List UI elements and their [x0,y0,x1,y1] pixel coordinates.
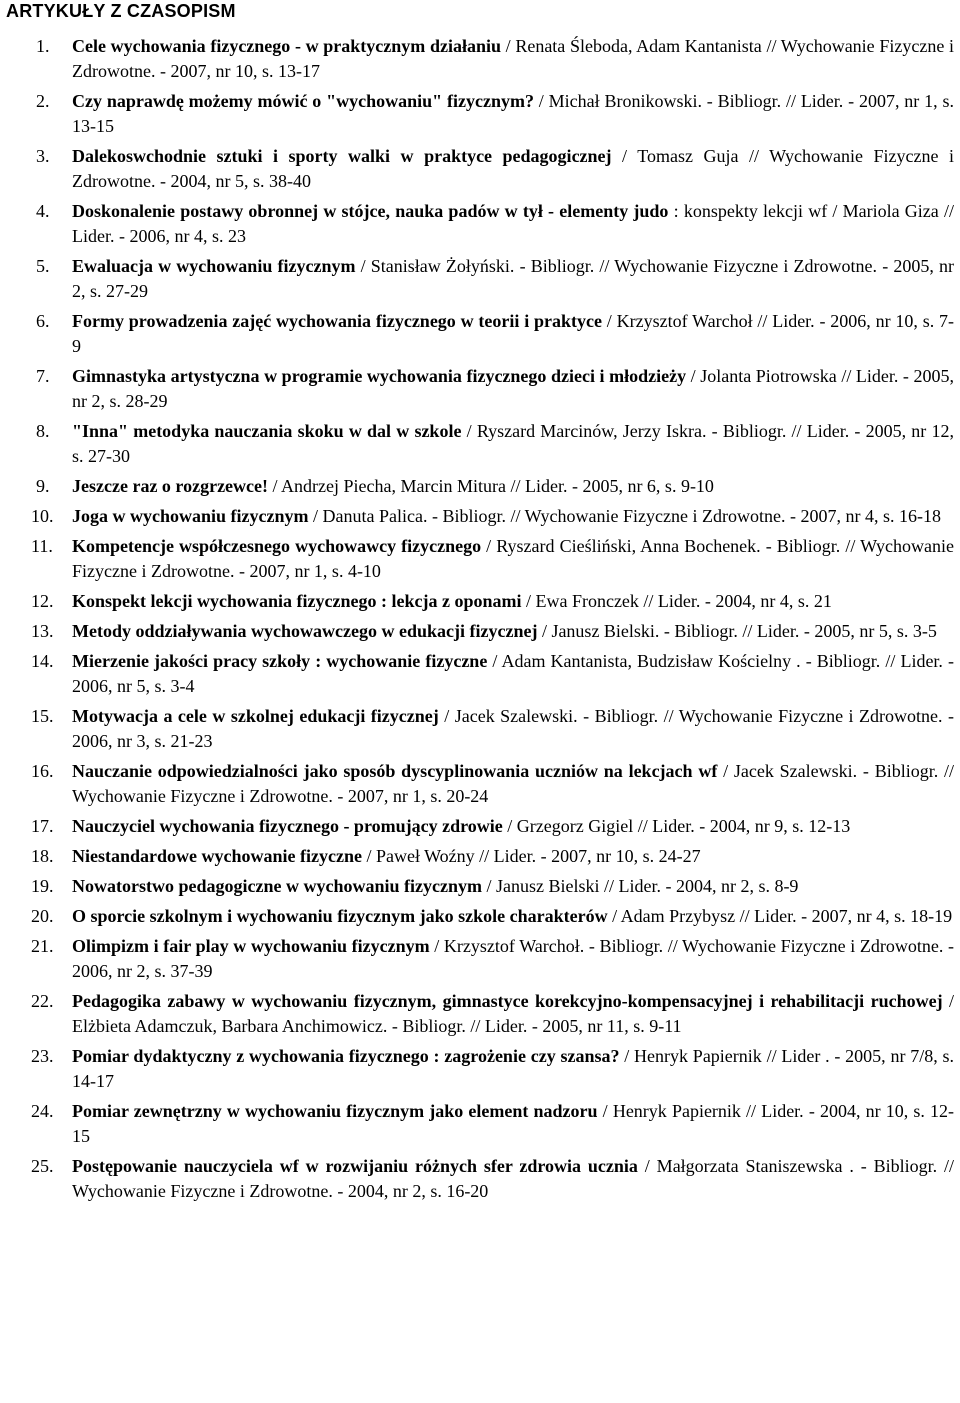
bibliography-entry [6,589,954,614]
entry-title: Mierzenie jakości pracy szkoły : wychowanie fizyczne [72,651,488,671]
bibliography-entry [6,144,954,194]
entry-number: 1. [36,36,50,56]
entry-number: 5. [36,256,50,276]
entry-citation: / Elżbieta Adamczuk, Barbara Anchimowicz. - Bibliogr. // Lider. - 2005, nr 11, s. 9-11 [72,991,954,1036]
bibliography-entry [6,934,954,984]
entry-citation: / Ewa Fronczek // Lider. - 2004, nr 4, s. 21 [521,591,832,611]
entry-citation: / Janusz Bielski // Lider. - 2004, nr 2, s. 8-9 [481,876,799,896]
entry-number: 25. [31,1156,54,1176]
entry-title: Pomiar zewnętrzny w wychowaniu fizycznym jako element nadzoru [72,1101,598,1121]
entry-number: 14. [31,651,54,671]
entry-citation: / Jacek Szalewski. - Bibliogr. // Wychowanie Fizyczne i Zdrowotne. - 2007, nr 1, s. 20-24 [72,761,955,806]
bibliography-entry [6,844,954,869]
bibliography-entry [6,649,954,699]
entry-title: Olimpizm i fair play w wychowaniu fizycznym [72,936,430,956]
entry-title: Cele wychowania fizycznego - w praktycznym działaniu [72,36,501,56]
entry-citation: / Jolanta Piotrowska // Lider. - 2005, nr 2, s. 28-29 [72,366,954,411]
entry-title: Czy naprawdę możemy mówić o "wychowaniu" fizycznym? [72,91,534,111]
entry-title: Joga w wychowaniu fizycznym [72,506,309,526]
bibliography-entry [6,199,954,249]
bibliography-entry [6,504,954,529]
entry-citation: / Janusz Bielski. - Bibliogr. // Lider. - 2005, nr 5, s. 3-5 [537,621,937,641]
entry-number: 21. [31,936,54,956]
entry-number: 15. [31,706,54,726]
entry-title: Motywacja a cele w szkolnej edukacji fizycznej [72,706,439,726]
entry-citation: / Stanisław Żołyński. - Bibliogr. // Wychowanie Fizyczne i Zdrowotne. - 2005, nr 2, s. 27-29 [72,256,954,301]
bibliography-entry [6,309,954,359]
bibliography-entry [6,474,954,499]
entry-title: O sporcie szkolnym i wychowaniu fizycznym jako szkole charakterów [72,906,608,926]
entry-title: Ewaluacja w wychowaniu fizycznym [72,256,356,276]
bibliography-entry [6,364,954,414]
bibliography-entry [6,419,954,469]
bibliography-entry [6,89,954,139]
entry-citation: / Danuta Palica. - Bibliogr. // Wychowanie Fizyczne i Zdrowotne. - 2007, nr 4, s. 16-18 [308,506,941,526]
entry-title: Formy prowadzenia zajęć wychowania fizycznego w teorii i praktyce [72,311,602,331]
bibliography-entry [6,254,954,304]
entry-title: Kompetencje współczesnego wychowawcy fizycznego [72,536,482,556]
entry-citation: / Ryszard Cieśliński, Anna Bochenek. - Bibliogr. // Wychowanie Fizyczne i Zdrowotne. - 2007, nr 1, s. 4-10 [72,536,954,581]
entry-number: 7. [36,366,50,386]
entry-citation: / Jacek Szalewski. - Bibliogr. // Wychowanie Fizyczne i Zdrowotne. - 2006, nr 3, s. 21-23 [72,706,954,751]
entry-number: 3. [36,146,50,166]
entry-citation: / Krzysztof Warchoł // Lider. - 2006, nr 10, s. 7-9 [72,311,955,356]
entry-citation: / Paweł Woźny // Lider. - 2007, nr 10, s. 24-27 [361,846,701,866]
entry-title: Gimnastyka artystyczna w programie wychowania fizycznego dzieci i młodzieży [72,366,687,386]
entry-title: Doskonalenie postawy obronnej w stójce, nauka padów w tył - elementy judo [72,201,669,221]
bibliography-entry [6,534,954,584]
entry-citation: / Tomasz Guja // Wychowanie Fizyczne i Zdrowotne. - 2004, nr 5, s. 38-40 [72,146,954,191]
entry-title: Pomiar dydaktyczny z wychowania fizycznego : zagrożenie czy szansa? [72,1046,620,1066]
entry-citation: / Grzegorz Gigiel // Lider. - 2004, nr 9, s. 12-13 [502,816,851,836]
entry-title: Nauczanie odpowiedzialności jako sposób dyscyplinowania uczniów na lekcjach wf [72,761,718,781]
entry-number: 13. [31,621,54,641]
entry-number: 18. [31,846,54,866]
entry-title: "Inna" metodyka nauczania skoku w dal w szkole [72,421,462,441]
entry-number: 9. [36,476,50,496]
entry-title: Postępowanie nauczyciela wf w rozwijaniu różnych sfer zdrowia ucznia [72,1156,638,1176]
bibliography-entry [6,759,954,809]
entry-citation: / Andrzej Piecha, Marcin Mitura // Lider. - 2005, nr 6, s. 9-10 [268,476,714,496]
entry-number: 16. [31,761,54,781]
entry-citation: / Adam Kantanista, Budzisław Kościelny . - Bibliogr. // Lider. - 2006, nr 5, s. 3-4 [72,651,954,696]
entry-title: Niestandardowe wychowanie fizyczne [72,846,362,866]
entry-citation: / Ryszard Marcinów, Jerzy Iskra. - Bibliogr. // Lider. - 2005, nr 12, s. 27-30 [72,421,954,466]
entry-citation: / Michał Bronikowski. - Bibliogr. // Lider. - 2007, nr 1, s. 13-15 [72,91,954,136]
bibliography-entry [6,34,954,84]
entry-citation: / Adam Przybysz // Lider. - 2007, nr 4, s. 18-19 [607,906,953,926]
section-heading: ARTYKUŁY Z CZASOPISM [6,1,236,21]
entry-title: Nowatorstwo pedagogiczne w wychowaniu fizycznym [72,876,482,896]
entry-number: 10. [31,506,54,526]
bibliography-entry [6,704,954,754]
bibliography-entry [6,1099,954,1149]
entry-number: 22. [31,991,54,1011]
bibliography-list [6,34,954,1204]
entry-number: 17. [31,816,54,836]
entry-number: 23. [31,1046,54,1066]
entry-number: 20. [31,906,54,926]
entry-title: Konspekt lekcji wychowania fizycznego : lekcja z oponami [72,591,522,611]
bibliography-entry [6,1154,954,1204]
entry-title: Dalekoswchodnie sztuki i sporty walki w praktyce pedagogicznej [72,146,612,166]
entry-citation: / Henryk Papiernik // Lider . - 2005, nr 7/8, s. 14-17 [72,1046,954,1091]
entry-number: 12. [31,591,54,611]
entry-number: 4. [36,201,50,221]
bibliography-entry [6,904,954,929]
entry-citation: / Renata Śleboda, Adam Kantanista // Wychowanie Fizyczne i Zdrowotne. - 2007, nr 10, s. 13-17 [72,36,954,81]
entry-citation: / Henryk Papiernik // Lider. - 2004, nr 10, s. 12-15 [72,1101,954,1146]
entry-title: Jeszcze raz o rozgrzewce! [72,476,269,496]
entry-number: 19. [31,876,54,896]
entry-number: 24. [31,1101,54,1121]
entry-citation: : konspekty lekcji wf / Mariola Giza // Lider. - 2006, nr 4, s. 23 [72,201,954,246]
entry-citation: / Krzysztof Warchoł. - Bibliogr. // Wychowanie Fizyczne i Zdrowotne. - 2006, nr 2, s. 37-39 [72,936,955,981]
entry-title: Pedagogika zabawy w wychowaniu fizycznym, gimnastyce korekcyjno-kompensacyjnej i rehabilitacji ruchowej [72,991,943,1011]
entry-number: 11. [31,536,53,556]
bibliography-entry [6,874,954,899]
entry-citation: / Małgorzata Staniszewska . - Bibliogr. // Wychowanie Fizyczne i Zdrowotne. - 2004, nr 2, s. 16-20 [72,1156,954,1201]
bibliography-entry [6,814,954,839]
entry-title: Metody oddziaływania wychowawczego w edukacji fizycznej [72,621,538,641]
bibliography-entry [6,1044,954,1094]
entry-number: 6. [36,311,50,331]
bibliography-entry [6,989,954,1039]
entry-number: 8. [36,421,50,441]
bibliography-entry [6,619,954,644]
entry-number: 2. [36,91,50,111]
entry-title: Nauczyciel wychowania fizycznego - promujący zdrowie [72,816,503,836]
